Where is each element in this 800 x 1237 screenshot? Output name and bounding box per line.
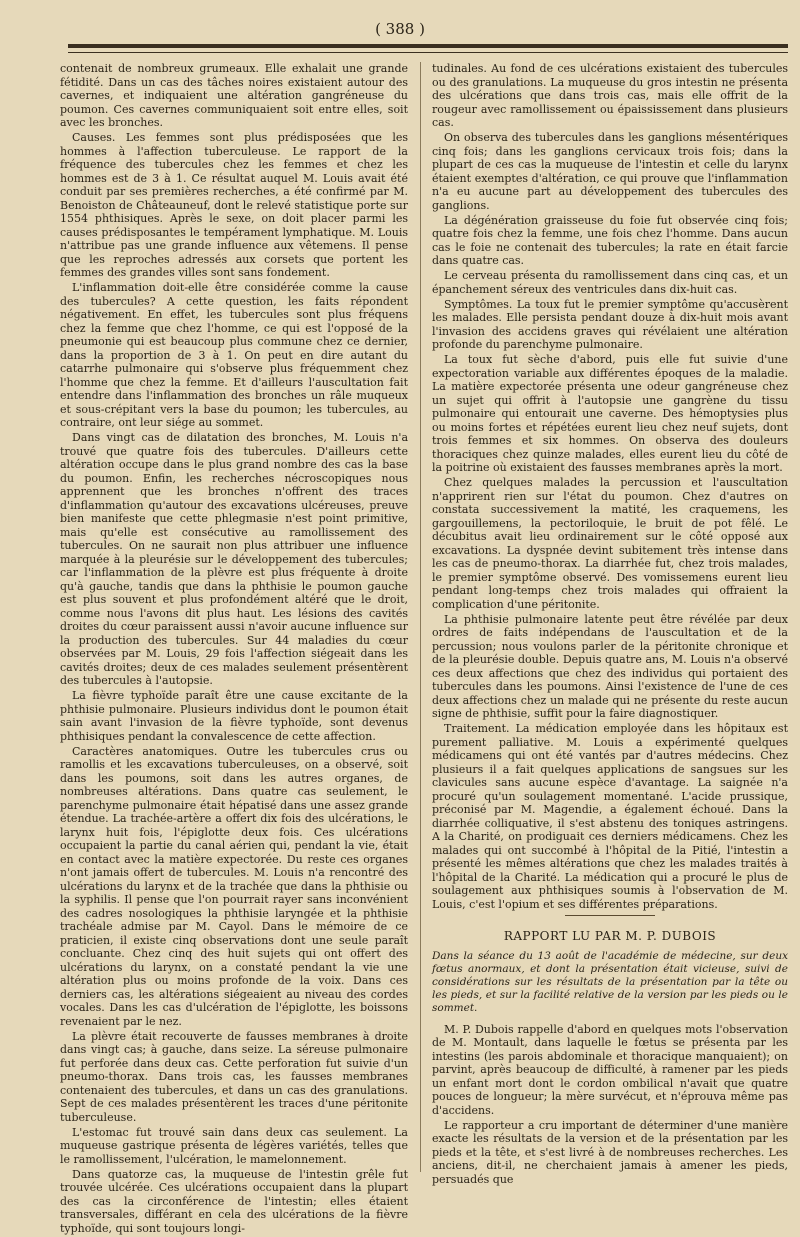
paragraph: La dégénération graisseuse du foie fut observée cinq fois; quatre fois chez la femme, une fois chez l'homme. Dans aucun cas le foie ne contenait des tubercules; la rate en était farcie dans quatre cas. bbox=[432, 213, 788, 267]
paragraph: Le cerveau présenta du ramollissement dans cinq cas, et un épanchement séreux des ventricules dans dix-huit cas. bbox=[432, 269, 788, 296]
paragraph: Caractères anatomiques. Outre les tubercules crus ou ramollis et les excavations tuberculeuses, on a observé, soit dans les poumons, soit dans les autres organes, de nombreuses altérations. Dans quatre cas seulement, le parenchyme pulmonaire était hépatisé dans une assez grande étendue. La trachée-artère a offert dix fois des ulcérations, le larynx huit fois, l'épiglotte deux fois. Ces ulcérations occupaient la partie du canal aérien qui, pendant la vie, était en contact avec la matière expectorée. Du reste ces organes n'ont jamais offert de tubercules. M. Louis n'a rencontré des ulcérations du larynx et de la trachée que dans la phthisie ou la syphilis. Il pense que l'on pourrait rayer sans inconvénient des cadres nosologiques la phthisie laryngée et la phthisie trachéale admise par M. Cayol. Dans le mémoire de ce praticien, il existe cinq observations dont une seule paraît concluante. Chez cinq des huit sujets qui ont offert des ulcérations du larynx, on a constaté pendant la vie une altération plus ou moins profonde de la voix. Dans ces derniers cas, les altérations siégeaient au niveau des cordes vocales. Dans les cas d'ulcération de l'épiglotte, les boissons revenaient par le nez. bbox=[60, 744, 408, 1028]
paragraph: Causes. Les femmes sont plus prédisposées que les hommes à l'affection tuberculeuse. Le rapport de la fréquence des tubercules chez les femmes et chez les hommes est de 3 à 1. Ce résultat auquel M. Louis avait été conduit par ses premières recherches, a été confirmé par M. Benoiston de Châteauneuf, dont le relevé statistique porte sur 1554 phthisiques. Après le sexe, on doit placer parmi les causes prédisposantes le tempérament lymphatique. M. Louis n'attribue pas une grande influence aux vêtemens. Il pense que les reproches adressés aux corsets que portent les femmes des grandes villes sont sans fondement. bbox=[60, 131, 408, 279]
page-number: ( 388 ) bbox=[375, 20, 425, 38]
paragraph: La toux fut sèche d'abord, puis elle fut suivie d'une expectoration variable aux différentes époques de la maladie. La matière expectorée présenta une odeur gangréneuse chez un sujet qui offrit à l'autopsie une gangrène du tissu pulmonaire qui entourait une caverne. Des hémoptysies plus ou moins fortes et répétées eurent lieu chez neuf sujets, dont trois femmes et six hommes. On observa des douleurs thoraciques chez quinze malades, elles eurent lieu du côté de la poitrine où existaient des fausses membranes après la mort. bbox=[432, 353, 788, 474]
report-subtitle: Dans la séance du 13 août de l'académie de médecine, sur deux fœtus anormaux, et dont la présentation était vicieuse, suivi de considérations sur les résultats de la présentation par la tête ou les pieds, et sur la facilité relative de la version par les pieds ou le sommet. bbox=[432, 949, 788, 1014]
header-rule-thin bbox=[68, 52, 788, 53]
column-divider bbox=[420, 62, 421, 1172]
paragraph: Symptômes. La toux fut le premier symptôme qu'accusèrent les malades. Elle persista pendant douze à dix-huit mois avant l'invasion des accidens graves qui révélaient une altération profonde du parenchyme pulmonaire. bbox=[432, 297, 788, 351]
paragraph: contenait de nombreux grumeaux. Elle exhalait une grande fétidité. Dans un cas des tâches noires existaient autour des cavernes, et indiquaient une altération gangréneuse du poumon. Ces cavernes communiquaient soit entre elles, soit avec les bronches. bbox=[60, 62, 408, 129]
paragraph: Dans vingt cas de dilatation des bronches, M. Louis n'a trouvé que quatre fois des tubercules. D'ailleurs cette altération occupe dans le plus grand nombre des cas la base du poumon. Enfin, les recherches nécroscopiques nous apprennent que les bronches n'offrent des traces d'inflammation qu'autour des excavations ulcéreuses, preuve bien manifeste que cette phlegmasie n'est point primitive, mais qu'elle est consécutive au ramollissement des tubercules. On ne saurait non plus attribuer une influence marquée à la pleurésie sur le développement des tubercules; car l'inflammation de la plèvre est plus fréquente à droite qu'à gauche, tandis que dans la phthisie le poumon gauche est plus souvent et plus profondément altéré que le droit, comme nous l'avons dit plus haut. Les lésions des cavités droites du cœur paraissent aussi n'avoir aucune influence sur la production des tubercules. Sur 44 maladies du cœur observées par M. Louis, 29 fois l'affection siégeait dans les cavités droites; deux de ces malades seulement présentèrent des tubercules à l'autopsie. bbox=[60, 431, 408, 687]
left-column bbox=[60, 62, 408, 1237]
paragraph: La plèvre était recouverte de fausses membranes à droite dans vingt cas; à gauche, dans seize. La séreuse pulmonaire fut perforée dans deux cas. Cette perforation fut suivie d'un pneumo-thorax. Dans trois cas, les fausses membranes contenaient des tubercules, et dans un cas des granulations. Sept de ces malades présentèrent les traces d'une péritonite tuberculeuse. bbox=[60, 1029, 408, 1124]
report-title: RAPPORT LU PAR M. P. DUBOIS bbox=[503, 929, 717, 943]
right-column bbox=[432, 62, 788, 1188]
paragraph: La phthisie pulmonaire latente peut être révélée par deux ordres de faits indépendans de l'auscultation et de la percussion; nous voulons parler de la péritonite chronique et de la pleurésie double. Depuis quatre ans, M. Louis n'a observé ces deux affections que chez des individus qui portaient des tubercules dans les poumons. Ainsi l'existence de l'une de ces deux affections chez un malade qui ne présente du reste aucun signe de phthisie, suffit pour la faire diagnostiquer. bbox=[432, 612, 788, 720]
paragraph: M. P. Dubois rappelle d'abord en quelques mots l'observation de M. Montault, dans laquelle le fœtus se présenta par les intestins (les parois abdominale et thoracique manquaient); on parvint, après beaucoup de difficulté, à ramener par les pieds un enfant mort dont le cordon ombilical n'avait que quatre pouces de longueur; la mère survécut, et n'éprouva même pas d'accidens. bbox=[432, 1022, 788, 1117]
paragraph: L'estomac fut trouvé sain dans deux cas seulement. La muqueuse gastrique présenta de légères variétés, telles que le ramollissement, l'ulcération, le mamelonnement. bbox=[60, 1125, 408, 1166]
paragraph: Le rapporteur a cru important de déterminer d'une manière exacte les résultats de la version et de la présentation par les pieds et la tête, et s'est livré à de nombreuses recherches. Les anciens, dit-il, ne cherchaient jamais à amener les pieds, persuadés que bbox=[432, 1118, 788, 1186]
paragraph: On observa des tubercules dans les ganglions mésentériques cinq fois; dans les ganglions cervicaux trois fois; dans la plupart de ces cas la muqueuse de l'intestin et celle du larynx étaient exemptes d'altération, ce qui prouve que l'inflammation n'a eu aucune part au développement des tubercules des ganglions. bbox=[432, 131, 788, 212]
header-rule-thick bbox=[68, 44, 788, 48]
paragraph: La fièvre typhoïde paraît être une cause excitante de la phthisie pulmonaire. Plusieurs individus dont le poumon était sain avant l'invasion de la fièvre typhoïde, sont devenus phthisiques pendant la convalescence de cette affection. bbox=[60, 689, 408, 743]
section-rule bbox=[565, 915, 655, 916]
paragraph: Chez quelques malades la percussion et l'auscultation n'apprirent rien sur l'état du poumon. Chez d'autres on constata successivement la matité, les craquemens, les gargouillemens, la pectoriloquie, le bruit de pot fêlé. Le décubitus avait lieu ordinairement sur le côté opposé aux excavations. La dyspnée devint subitement très intense dans les cas de pneumo-thorax. La diarrhée fut, chez trois malades, le premier symptôme observé. Des vomissemens eurent lieu pendant long-temps chez trois malades qui offraient la complication d'une péritonite. bbox=[432, 476, 788, 611]
paragraph: L'inflammation doit-elle être considérée comme la cause des tubercules? A cette question, les faits répondent négativement. En effet, les tubercules sont plus fréquens chez la femme que chez l'homme, ce qui est l'opposé de la pneumonie qui est beaucoup plus commune chez ce dernier, dans la proportion de 3 à 1. On peut en dire autant du catarrhe pulmonaire qui s'observe plus fréquemment chez l'homme que chez la femme. Et d'ailleurs l'auscultation fait entendre dans l'inflammation des bronches un râle muqueux et sous-crépitant vers la base du poumon; les tubercules, au contraire, ont leur siége au sommet. bbox=[60, 281, 408, 429]
paragraph: Traitement. La médication employée dans les hôpitaux est purement palliative. M. Louis a expérimenté quelques médicamens qui ont été vantés par d'autres médecins. Chez plusieurs il a fait quelques applications de sangsues sur les clavicules sans aucune espèce d'avantage. La saignée n'a procuré qu'un soulagement momentané. L'acide prussique, préconisé par M. Magendie, a également échoué. Dans la diarrhée colliquative, il s'est abstenu des toniques astringens. A la Charité, on prodiguait ces derniers médicamens. Chez les malades qui ont succombé à l'hôpital de la Pitié, l'intestin a présenté les mêmes altérations que chez les malades traités à l'hôpital de la Charité. La médication qui a procuré le plus de soulagement aux phthisiques soumis à l'observation de M. Louis, c'est l'opium et ses différentes préparations. bbox=[432, 722, 788, 911]
paragraph: tudinales. Au fond de ces ulcérations existaient des tubercules ou des granulations. La muqueuse du gros intestin ne présenta des ulcérations que dans trois cas, mais elle offrit de la rougeur avec ramollissement ou épaississement dans plusieurs cas. bbox=[432, 62, 788, 129]
paragraph: Dans quatorze cas, la muqueuse de l'intestin grêle fut trouvée ulcérée. Ces ulcérations occupaient dans la plupart des cas la circonférence de l'intestin; elles étaient transversales, différant en cela des ulcérations de la fièvre typhoïde, qui sont toujours longi- bbox=[60, 1167, 408, 1235]
